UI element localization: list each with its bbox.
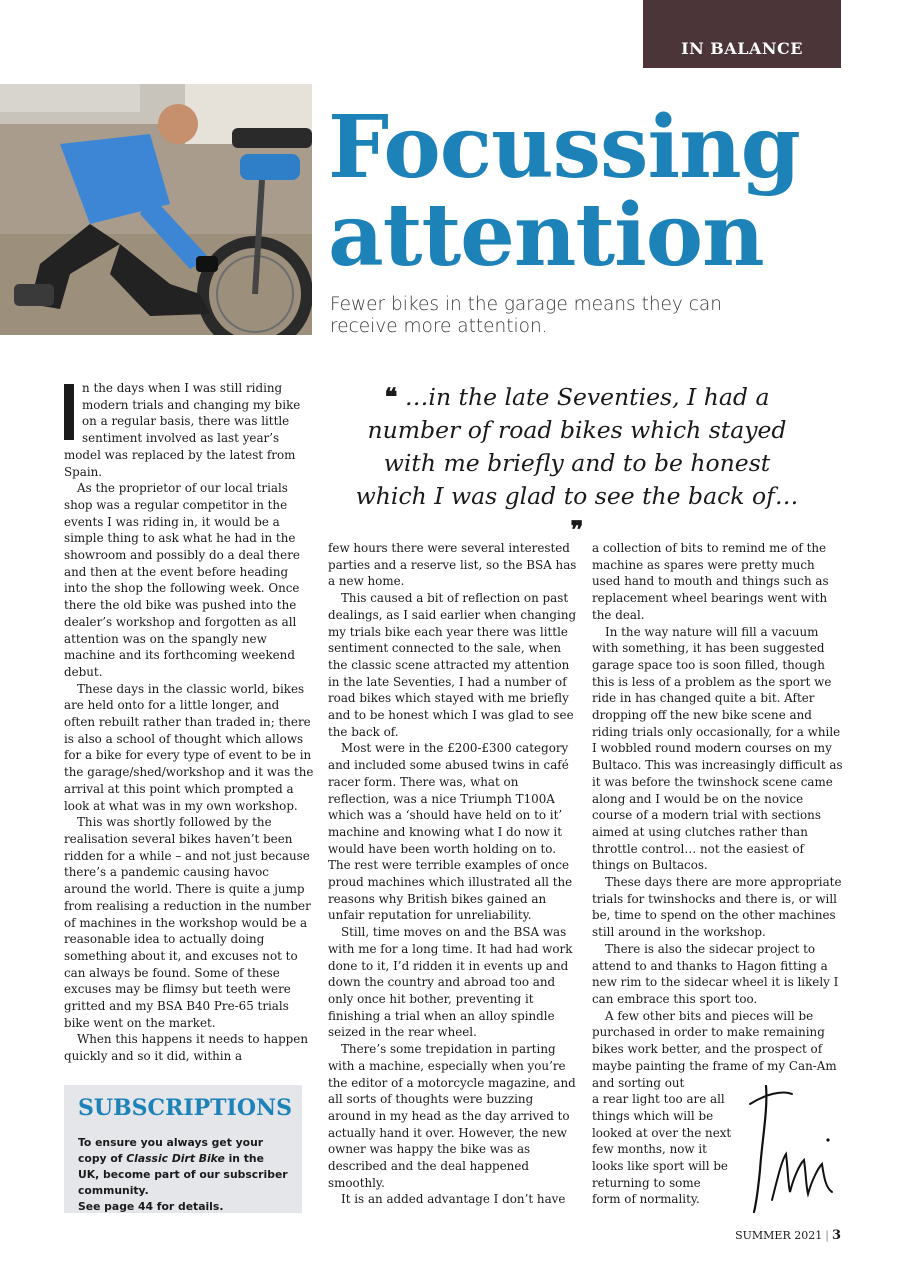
text-column-1 — [64, 380, 314, 1065]
paragraph: few hours there were several interested parties and a reserve list, so the BSA has a new home. — [328, 541, 577, 589]
text-column-2 — [328, 540, 578, 1208]
paragraph: There is also the sidecar project to attend to and thanks to Hagon fitting a new rim to the sidecar wheel it is likely I can embrace this sport too. — [592, 941, 839, 1006]
pull-quote-text: …in the late Seventies, I had a number of road bikes which stayed with me briefly and to be honest which I was glad to see the back of… — [355, 383, 799, 510]
rider-photo-illustration — [0, 84, 312, 335]
subscriptions-line-2: in the UK, become part of our subscriber community. — [78, 1152, 288, 1197]
paragraph: Most were in the £200-£300 category and included some abused twins in café racer form. There was, what on reflection, was a nice Triumph T100A which was a ‘should have held on to it’ machine and knowing what I do now it would have been worth holding on to. The rest were terrible examples of once proud machines which illustrated all the reasons why British bikes gained an unfair reputation for unreliability. — [328, 741, 573, 923]
subscriptions-text — [78, 1135, 288, 1215]
paragraph: This caused a bit of reflection on past dealings, as I said earlier when changing my trials bike each year there was little sentiment connected to the sale, when the classic scene attracted my attention in the late Seventies, I had a number of road bikes which stayed with me briefly and to be honest which I was glad to see the back of. — [328, 591, 577, 739]
page-number: 3 — [831, 1228, 841, 1243]
pull-quote — [348, 380, 806, 547]
paragraph: When this happens it needs to happen quickly and so it did, within a — [64, 1032, 308, 1064]
headline-line-2: attention — [328, 185, 764, 286]
signature-icon — [748, 1080, 840, 1216]
article-photo — [0, 84, 312, 335]
close-quote-mark: ❞ — [570, 515, 584, 544]
subscriptions-line-1: To ensure you always get your copy of — [78, 1136, 264, 1165]
magazine-name: Classic Dirt Bike — [126, 1152, 225, 1165]
headline — [328, 97, 888, 286]
paragraph: A few other bits and pieces will be purchased in order to make remaining bikes work better, and the prospect of maybe painting the frame of my Can-Am and sorting out — [592, 1008, 837, 1090]
paragraph: Still, time moves on and the BSA was with me for a long time. It had had work done to it, I’d ridden it in events up and down the country and abroad too and only once hit bother, preventing it finishing a trial when an alloy spindle seized in the rear wheel. — [328, 925, 573, 1040]
standfirst: Fewer bikes in the garage means they can receive more attention. — [330, 294, 722, 337]
paragraph: In the way nature will fill a vacuum with something, it has been suggested garage space too is soon filled, though this is less of a problem as the sport we ride in has changed quite a bit. After dropping off the new bike scene and riding trials only occasionally, for a while I wobbled round modern courses on my Bultaco. This was increasingly difficult as it was before the twinshock scene came along and I would be on the novice course of a modern trial with sections aimed at using clutches rather than throttle control… not the easiest of things on Bultacos. — [592, 624, 843, 873]
paragraph-text: n the days when I was still riding modern trials and changing my bike on a regular basis, there was little sentiment involved as last year’s model was replaced by the latest from Spain. — [64, 381, 301, 479]
paragraph: a collection of bits to remind me of the machine as spares were pretty much used hand to mouth and things such as replacement wheel bearings went with the deal. — [592, 541, 829, 622]
drop-cap — [64, 384, 74, 440]
issue-label: SUMMER 2021 — [735, 1229, 823, 1242]
paragraph: These days in the classic world, bikes are held onto for a little longer, and often rebuilt rather than traded in; there is also a school of thought which allows for a bike for every type of event to be in the garage/shed/workshop and it was the arrival at this point which prompted a look at what was in my own workshop. — [64, 681, 314, 813]
subscriptions-title: SUBSCRIPTIONS — [78, 1095, 293, 1121]
paragraph: This was shortly followed by the realisation several bikes haven’t been ridden for a while – and not just because there’s a pandemic causing havoc around the world. There is quite a jump from realising a reduction in the number of machines in the workshop would be a reasonable idea to actually doing something about it, and excuses not to can always be found. Some of these excuses may be flimsy but teeth were gritted and my BSA B40 Pre-65 trials bike went on the market. — [64, 815, 311, 1030]
paragraph — [64, 380, 314, 480]
paragraph: These days there are more appropriate trials for twinshocks and there is, or will be, time to spend on the other machines still around in the workshop. — [592, 875, 842, 940]
page-footer — [735, 1228, 841, 1243]
section-tab — [643, 0, 841, 68]
paragraph: There’s some trepidation in parting with a machine, especially when you’re the editor of a motorcycle magazine, and all sorts of thoughts were buzzing around in my head as the day arrived to actually hand it over. However, the new owner was happy the bike was as described and the deal happened smoothly. — [328, 1042, 576, 1190]
headline-line-1: Focussing — [328, 97, 800, 198]
open-quote-mark: ❝ — [384, 382, 398, 411]
paragraph: As the proprietor of our local trials shop was a regular competitor in the events I was riding in, it would be a simple thing to ask what he had in the showroom and possibly do a deal there and then at the event before heading into the shop the following week. Once there the old bike was pushed into the dealer’s workshop and forgotten as all attention was on the spangly new machine and its forthcoming weekend debut. — [64, 481, 300, 679]
subscriptions-page-ref[interactable]: See page 44 for details. — [78, 1200, 224, 1213]
paragraph-continued: a rear light too are all things which will be looked at over the next few months, now it looks like sport will be returning to some form of normality. — [592, 1092, 732, 1207]
subscriptions-box[interactable] — [64, 1085, 302, 1213]
footer-separator: | — [825, 1229, 829, 1242]
paragraph: It is an added advantage I don’t have — [341, 1192, 566, 1207]
section-label: IN BALANCE — [681, 39, 803, 58]
